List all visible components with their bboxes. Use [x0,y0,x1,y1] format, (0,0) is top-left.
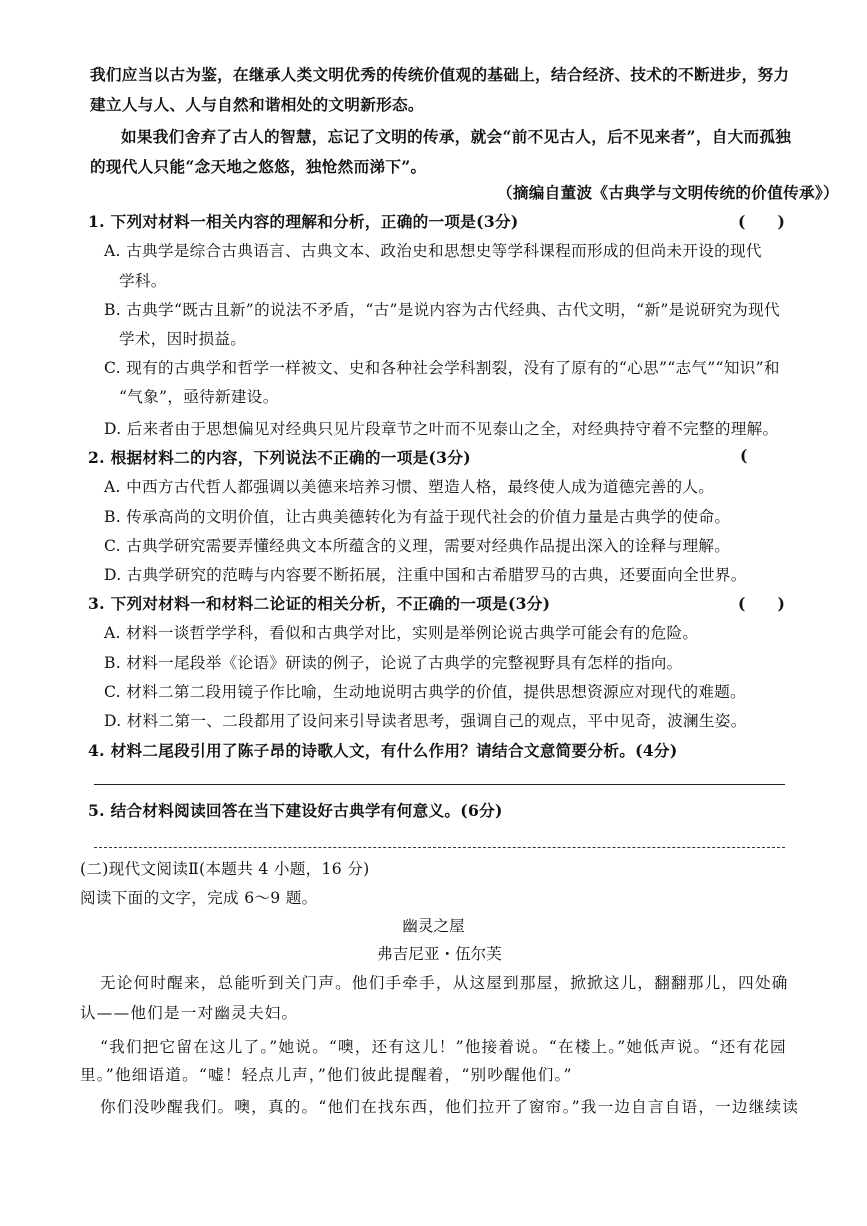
answer-bracket[interactable]: ( [740,446,748,465]
passage-line: 无论何时醒来，总能听到关门声。他们手牵手，从这屋到那屋，掀掀这儿，翻翻那儿，四处确 [100,974,789,992]
question-2-stem: 2. 根据材料二的内容，下列说法不正确的一项是(3分) [88,448,471,467]
option-b-cont: 学术，因时损益。 [119,330,247,348]
passage-line: 的现代人只能“念天地之悠悠，独怆然而涕下”。 [90,157,427,176]
passage-line: 如果我们舍弃了古人的智慧，忘记了文明的传承，就会“前不见古人，后不见来者”，自大而孤独 [121,127,792,146]
section-heading: (二)现代文阅读Ⅱ(本题共 4 小题，16 分) [80,860,370,878]
option-c-cont: “气象”，亟待新建设。 [119,388,279,406]
source-citation: （摘编自董波《古典学与文明传统的价值传承》） [497,183,839,202]
passage-line: 我们应当以古为鉴，在继承人类文明优秀的传统价值观的基础上，结合经济、技术的不断进步，努力 [90,65,790,84]
option-c: C. 古典学研究需要弄懂经典文本所蕴含的义理，需要对经典作品提出深入的诠释与理解。 [104,537,731,555]
option-b: B. 传承高尚的文明价值，让古典美德转化为有益于现代社会的价值力量是古典学的使命。 [104,508,731,526]
option-a-cont: 学科。 [119,272,167,290]
article-title: 幽灵之屋 [402,917,465,935]
option-a: A. 古典学是综合古典语言、古典文本、政治史和思想史等学科课程而形成的但尚未开设的现代 [104,242,762,260]
option-d: D. 后来者由于思想偏见对经典只见片段章节之叶而不见泰山之全，对经典持守着不完整的理解。 [104,420,779,438]
option-b: B. 材料一尾段举《论语》研读的例子，论说了古典学的完整视野具有怎样的指向。 [104,654,683,672]
passage-line: 里。”他细语道。“嘘！轻点儿声，”他们彼此提醒着，“别吵醒他们。” [80,1066,573,1084]
option-b: B. 古典学“既古且新”的说法不矛盾，“古”是说内容为古代经典、古代文明，“新”是说研究为现代 [104,301,780,319]
question-4-stem: 4. 材料二尾段引用了陈子昂的诗歌人文，有什么作用？请结合文意简要分析。(4分) [88,741,678,760]
answer-bracket[interactable]: ( ) [738,212,786,231]
option-c: C. 材料二第二段用镜子作比喻，生动地说明古典学的价值，提供思想资源应对现代的难题。 [104,683,747,701]
question-5-stem: 5. 结合材料阅读回答在当下建设好古典学有何意义。(6分) [88,801,503,820]
question-3-stem: 3. 下列对材料一和材料二论证的相关分析，不正确的一项是(3分) [88,594,551,613]
question-1-stem: 1. 下列对材料一相关内容的理解和分析，正确的一项是(3分) [88,212,519,231]
answer-line[interactable] [94,784,785,785]
answer-line[interactable] [94,847,785,848]
option-c: C. 现有的古典学和哲学一样被文、史和各种社会学科割裂，没有了原有的“心思”“志气”“知识”和 [104,359,780,377]
section-instruction: 阅读下面的文字，完成 6～9 题。 [80,889,318,907]
option-a: A. 材料一谈哲学学科，看似和古典学对比，实则是举例论说古典学可能会有的危险。 [104,624,699,642]
passage-line: 认——他们是一对幽灵夫妇。 [80,1004,299,1022]
answer-bracket[interactable]: ( ) [738,594,786,613]
option-d: D. 材料二第一、二段都用了设问来引导读者思考，强调自己的观点，平中见奇，波澜生姿。 [104,712,747,730]
option-d: D. 古典学研究的范畴与内容要不断拓展，注重中国和古希腊罗马的古典，还要面向全世界。 [104,566,747,584]
article-author: 弗吉尼亚・伍尔芙 [377,945,502,963]
passage-line: 你们没吵醒我们。噢，真的。“他们在找东西，他们拉开了窗帘。”我一边自言自语，一边继续读 [100,1098,800,1116]
passage-line: “我们把它留在这儿了。”她说。“噢，还有这儿！”他接着说。“在楼上。”她低声说。“还有花园 [100,1038,787,1056]
option-a: A. 中西方古代哲人都强调以美德来培养习惯、塑造人格，最终使人成为道德完善的人。 [104,478,715,496]
passage-line: 建立人与人、人与自然和谐相处的文明新形态。 [90,95,424,114]
